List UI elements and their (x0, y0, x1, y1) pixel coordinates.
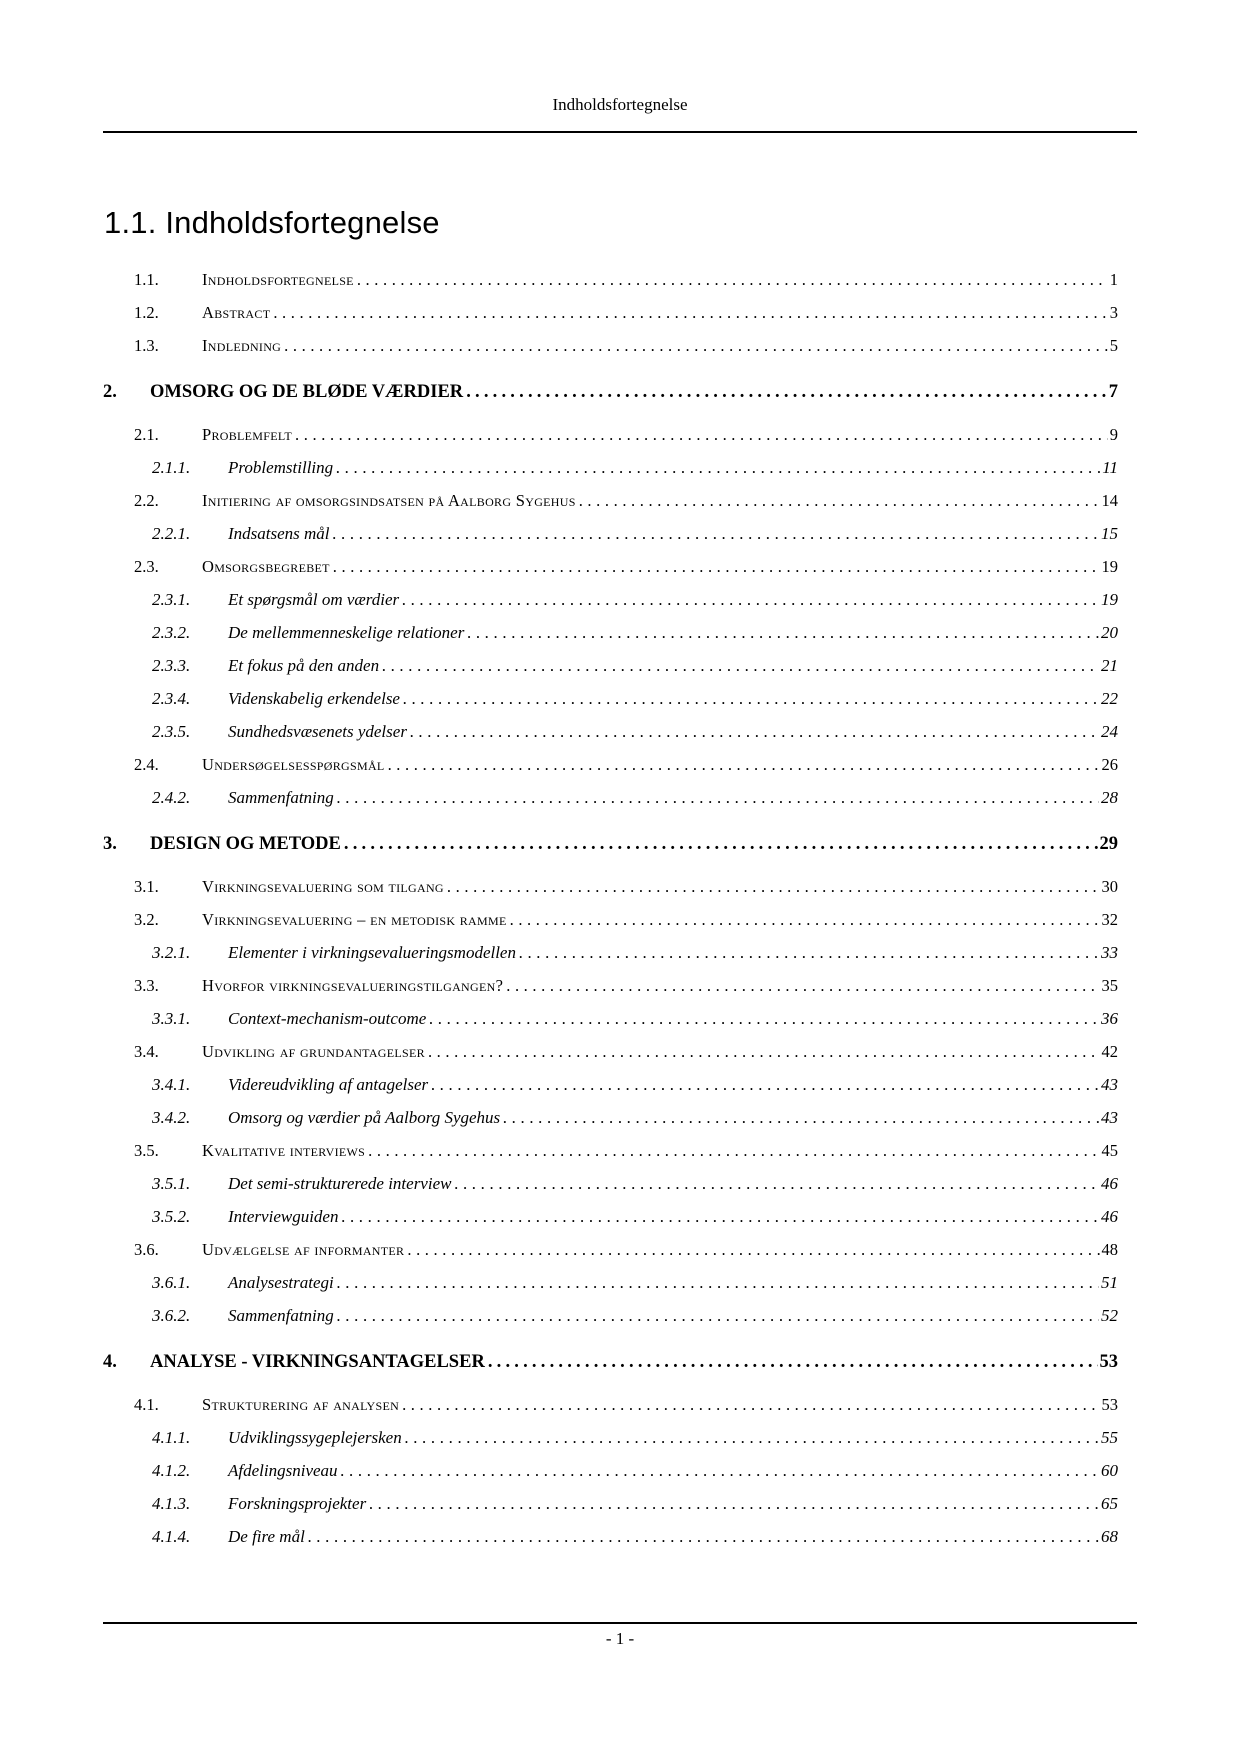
toc-entry[interactable] (103, 296, 1118, 329)
toc-entry[interactable] (103, 550, 1118, 583)
toc-entry-number: 2.1.1. (152, 458, 191, 477)
toc-entry-number: 3.6.1. (152, 1273, 191, 1292)
toc-dot-leader (284, 329, 1108, 362)
toc-entry[interactable] (103, 1388, 1118, 1421)
toc-entry-number: 3.5.1. (152, 1174, 191, 1193)
toc-entry-page: 60 (1101, 1461, 1118, 1480)
toc-dot-leader (403, 682, 1099, 715)
toc-entry[interactable] (103, 517, 1118, 550)
toc-entry-title: Udvælgelse af informanter (202, 1240, 405, 1259)
toc-entry-title: Afdelingsniveau (228, 1461, 338, 1480)
toc-entry-page: 15 (1101, 524, 1118, 543)
toc-entry[interactable] (103, 1035, 1118, 1068)
toc-entry-title: Elementer i virkningsevalueringsmodellen (228, 943, 516, 962)
toc-entry-title: Kvalitative interviews (202, 1141, 366, 1160)
toc-dot-leader (337, 1266, 1099, 1299)
toc-entry[interactable] (103, 484, 1118, 517)
toc-entry[interactable] (103, 969, 1118, 1002)
toc-entry-page: 9 (1109, 425, 1118, 444)
toc-entry[interactable] (103, 329, 1118, 362)
toc-entry[interactable] (103, 1233, 1118, 1266)
header-rule (103, 131, 1137, 133)
toc-entry-title: Et spørgsmål om værdier (228, 590, 400, 609)
toc-entry-number: 1.1. (134, 270, 159, 289)
toc-dot-leader (410, 715, 1099, 748)
toc-entry-title: Videnskabelig erkendelse (228, 689, 400, 708)
toc-entry-title: Initiering af omsorgsindsatsen på Aalborg Sygehus (202, 491, 576, 510)
toc-entry-title: Interviewguiden (228, 1207, 339, 1226)
toc-entry-number: 4.1.3. (152, 1494, 191, 1513)
toc-entry-title: Sammenfatning (228, 1306, 334, 1325)
toc-dot-leader (407, 1233, 1099, 1266)
toc-entry-title: Omsorg og værdier på Aalborg Sygehus (228, 1108, 501, 1127)
toc-entry[interactable] (103, 376, 1118, 409)
toc-entry-title: DESIGN OG METODE (150, 834, 341, 854)
toc-entry[interactable] (103, 1200, 1118, 1233)
toc-entry-page: 24 (1101, 722, 1118, 741)
toc-entry-number: 3.3.1. (152, 1009, 191, 1028)
toc-entry-page: 52 (1101, 1306, 1118, 1325)
toc-entry-number: 2.4.2. (152, 788, 191, 807)
toc-dot-leader (273, 296, 1107, 329)
toc-entry-page: 55 (1101, 1428, 1118, 1447)
toc-entry[interactable] (103, 1266, 1118, 1299)
toc-entry[interactable] (103, 936, 1118, 969)
toc-entry-number: 2.1. (134, 425, 159, 444)
toc-entry-title: Indholdsfortegnelse (202, 270, 354, 289)
toc-entry-number: 3.4.2. (152, 1108, 191, 1127)
toc-entry-number: 3.1. (134, 877, 159, 896)
toc-dot-leader (429, 1002, 1099, 1035)
toc-dot-leader (295, 418, 1108, 451)
toc-entry[interactable] (103, 903, 1118, 936)
toc-entry-number: 3.4. (134, 1042, 159, 1061)
toc-entry-number: 2.3.3. (152, 656, 191, 675)
toc-entry[interactable] (103, 263, 1118, 296)
toc-dot-leader (428, 1035, 1100, 1068)
footer-page-number: - 1 - (605, 1629, 635, 1648)
toc-entry[interactable] (103, 1520, 1118, 1553)
toc-entry-number: 2.3.2. (152, 623, 191, 642)
toc-entry-number: 4.1.2. (152, 1461, 191, 1480)
toc-entry-page: 43 (1101, 1075, 1118, 1094)
toc-entry-page: 53 (1099, 1352, 1118, 1372)
toc-dot-leader (337, 1299, 1099, 1332)
toc-dot-leader (388, 748, 1100, 781)
toc-entry-title: Sundhedsvæsenets ydelser (228, 722, 407, 741)
footer-rule (103, 1622, 1137, 1624)
toc-entry-title: Virkningsevaluering som tilgang (202, 877, 444, 896)
toc-entry-number: 4.1.1. (152, 1428, 191, 1447)
toc-entry-number: 1.3. (134, 336, 159, 355)
toc-entry-number: 3.2.1. (152, 943, 191, 962)
toc-entry-number: 2.4. (134, 755, 159, 774)
toc-entry-title: Analysestrategi (228, 1273, 334, 1292)
toc-entry-page: 1 (1109, 270, 1118, 289)
toc-dot-leader (337, 781, 1099, 814)
toc-dot-leader (510, 903, 1100, 936)
toc-entry-number: 3.5.2. (152, 1207, 191, 1226)
toc-entry[interactable] (103, 1134, 1118, 1167)
toc-entry[interactable] (103, 748, 1118, 781)
toc-dot-leader (341, 1200, 1099, 1233)
toc-entry-title: Undersøgelsesspørgsmål (202, 755, 385, 774)
toc-entry[interactable] (103, 1299, 1118, 1332)
toc-entry-number: 2.3.5. (152, 722, 191, 741)
toc-entry-title: Problemstilling (228, 458, 334, 477)
toc-entry-number: 2.3.4. (152, 689, 191, 708)
toc-entry-page: 36 (1101, 1009, 1118, 1028)
toc-entry-page: 20 (1101, 623, 1118, 642)
toc-entry-page: 35 (1101, 976, 1118, 995)
toc-entry-title: Forskningsprojekter (228, 1494, 367, 1513)
toc-dot-leader (519, 936, 1099, 969)
toc-entry-number: 2. (103, 382, 117, 402)
toc-entry[interactable] (103, 1002, 1118, 1035)
toc-entry-page: 30 (1101, 877, 1118, 896)
toc-entry-page: 7 (1108, 382, 1118, 402)
toc-entry-title: Videreudvikling af antagelser (228, 1075, 429, 1094)
toc-entry-title: Omsorgsbegrebet (202, 557, 330, 576)
toc-entry-page: 43 (1101, 1108, 1118, 1127)
toc-entry-number: 2.3.1. (152, 590, 191, 609)
toc-entry-title: Indledning (202, 336, 282, 355)
toc-entry[interactable] (103, 451, 1118, 484)
toc-entry[interactable] (103, 616, 1118, 649)
toc-entry-number: 3.2. (134, 910, 159, 929)
toc-entry-title: Sammenfatning (228, 788, 334, 807)
toc-dot-leader (308, 1520, 1099, 1553)
toc-entry-title: Virkningsevaluering – en metodisk ramme (202, 910, 507, 929)
toc-dot-leader (369, 1487, 1099, 1520)
toc-dot-leader (466, 376, 1107, 409)
toc-entry-page: 51 (1101, 1273, 1118, 1292)
toc-entry-page: 22 (1101, 689, 1118, 708)
toc-entry[interactable] (103, 682, 1118, 715)
toc-entry-page: 42 (1101, 1042, 1118, 1061)
toc-entry-page: 14 (1101, 491, 1118, 510)
toc-entry[interactable] (103, 1346, 1118, 1379)
toc-dot-leader (382, 649, 1099, 682)
toc-entry-number: 3.4.1. (152, 1075, 191, 1094)
toc-dot-leader (333, 550, 1100, 583)
toc-entry-title: ANALYSE - VIRKNINGSANTAGELSER (150, 1352, 485, 1372)
toc-dot-leader (357, 263, 1108, 296)
toc-entry-title: De fire mål (228, 1527, 305, 1546)
toc-entry-page: 46 (1101, 1174, 1118, 1193)
toc-entry-title: Problemfelt (202, 425, 293, 444)
page-title: 1.1. Indholdsfortegnelse (104, 204, 440, 240)
toc-entry-number: 3. (103, 834, 117, 854)
toc-entry[interactable] (103, 649, 1118, 682)
toc-entry-number: 3.3. (134, 976, 159, 995)
toc-entry-page: 46 (1101, 1207, 1118, 1226)
toc-entry-page: 19 (1101, 590, 1118, 609)
toc-dot-leader (503, 1101, 1099, 1134)
toc-entry-title: Et fokus på den anden (228, 656, 380, 675)
toc-entry-page: 65 (1101, 1494, 1118, 1513)
toc-dot-leader (405, 1421, 1099, 1454)
toc-entry-title: Strukturering af analysen (202, 1395, 400, 1414)
toc-dot-leader (402, 583, 1099, 616)
toc-entry-number: 3.6. (134, 1240, 159, 1259)
toc-entry-page: 21 (1101, 656, 1118, 675)
toc-entry-page: 5 (1109, 336, 1118, 355)
toc-entry[interactable] (103, 1101, 1118, 1134)
toc-entry-number: 4. (103, 1352, 117, 1372)
toc-dot-leader (368, 1134, 1099, 1167)
toc-entry[interactable] (103, 828, 1118, 861)
running-header-title: Indholdsfortegnelse (552, 95, 688, 114)
toc-dot-leader (454, 1167, 1099, 1200)
toc-entry-page: 32 (1101, 910, 1118, 929)
toc-entry-number: 2.3. (134, 557, 159, 576)
toc-dot-leader (333, 517, 1099, 550)
toc-entry-page: 26 (1101, 755, 1118, 774)
toc-entry-number: 2.2.1. (152, 524, 191, 543)
toc-entry-page: 3 (1109, 303, 1118, 322)
toc-entry-page: 19 (1101, 557, 1118, 576)
toc-entry[interactable] (103, 1167, 1118, 1200)
toc-entry-number: 3.6.2. (152, 1306, 191, 1325)
toc-entry-page: 33 (1101, 943, 1118, 962)
toc-entry-title: Udvikling af grundantagelser (202, 1042, 425, 1061)
toc-dot-leader (467, 616, 1099, 649)
toc-dot-leader (447, 870, 1100, 903)
toc-entry-title: Context-mechanism-outcome (228, 1009, 427, 1028)
toc-dot-leader (579, 484, 1100, 517)
toc-entry[interactable] (103, 1487, 1118, 1520)
toc-entry-title: OMSORG OG DE BLØDE VÆRDIER (150, 382, 464, 402)
toc-entry[interactable] (103, 1454, 1118, 1487)
toc-entry[interactable] (103, 1068, 1118, 1101)
toc-entry-page: 48 (1101, 1240, 1118, 1259)
toc-entry-title: Hvorfor virkningsevalueringstilgangen? (202, 976, 504, 995)
toc-entry-title: Udviklingssygeplejersken (228, 1428, 402, 1447)
toc-entry-number: 4.1. (134, 1395, 159, 1414)
toc-entry-page: 53 (1101, 1395, 1118, 1414)
toc-entry-number: 4.1.4. (152, 1527, 191, 1546)
toc-entry[interactable] (103, 1421, 1118, 1454)
toc-dot-leader (344, 828, 1098, 861)
toc-entry-page: 29 (1099, 834, 1118, 854)
toc-entry-page: 11 (1102, 458, 1118, 477)
toc-entry[interactable] (103, 715, 1118, 748)
toc-entry-title: De mellemmenneskelige relationer (228, 623, 465, 642)
toc-entry-page: 28 (1101, 788, 1118, 807)
toc-entry-number: 1.2. (134, 303, 159, 322)
toc-entry[interactable] (103, 870, 1118, 903)
toc-entry[interactable] (103, 781, 1118, 814)
toc-entry-title: Det semi-strukturerede interview (228, 1174, 452, 1193)
toc-dot-leader (488, 1346, 1098, 1379)
toc-entry-title: Indsatsens mål (228, 524, 330, 543)
toc-entry[interactable] (103, 418, 1118, 451)
toc-entry-title: Abstract (202, 303, 271, 322)
toc-entry[interactable] (103, 583, 1118, 616)
toc-entry-page: 68 (1101, 1527, 1118, 1546)
toc-dot-leader (506, 969, 1099, 1002)
toc-entry-number: 3.5. (134, 1141, 159, 1160)
table-of-contents (103, 263, 1137, 1553)
toc-dot-leader (431, 1068, 1099, 1101)
toc-entry-page: 45 (1101, 1141, 1118, 1160)
toc-entry-number: 2.2. (134, 491, 159, 510)
toc-dot-leader (341, 1454, 1099, 1487)
toc-dot-leader (402, 1388, 1099, 1421)
toc-dot-leader (336, 451, 1100, 484)
